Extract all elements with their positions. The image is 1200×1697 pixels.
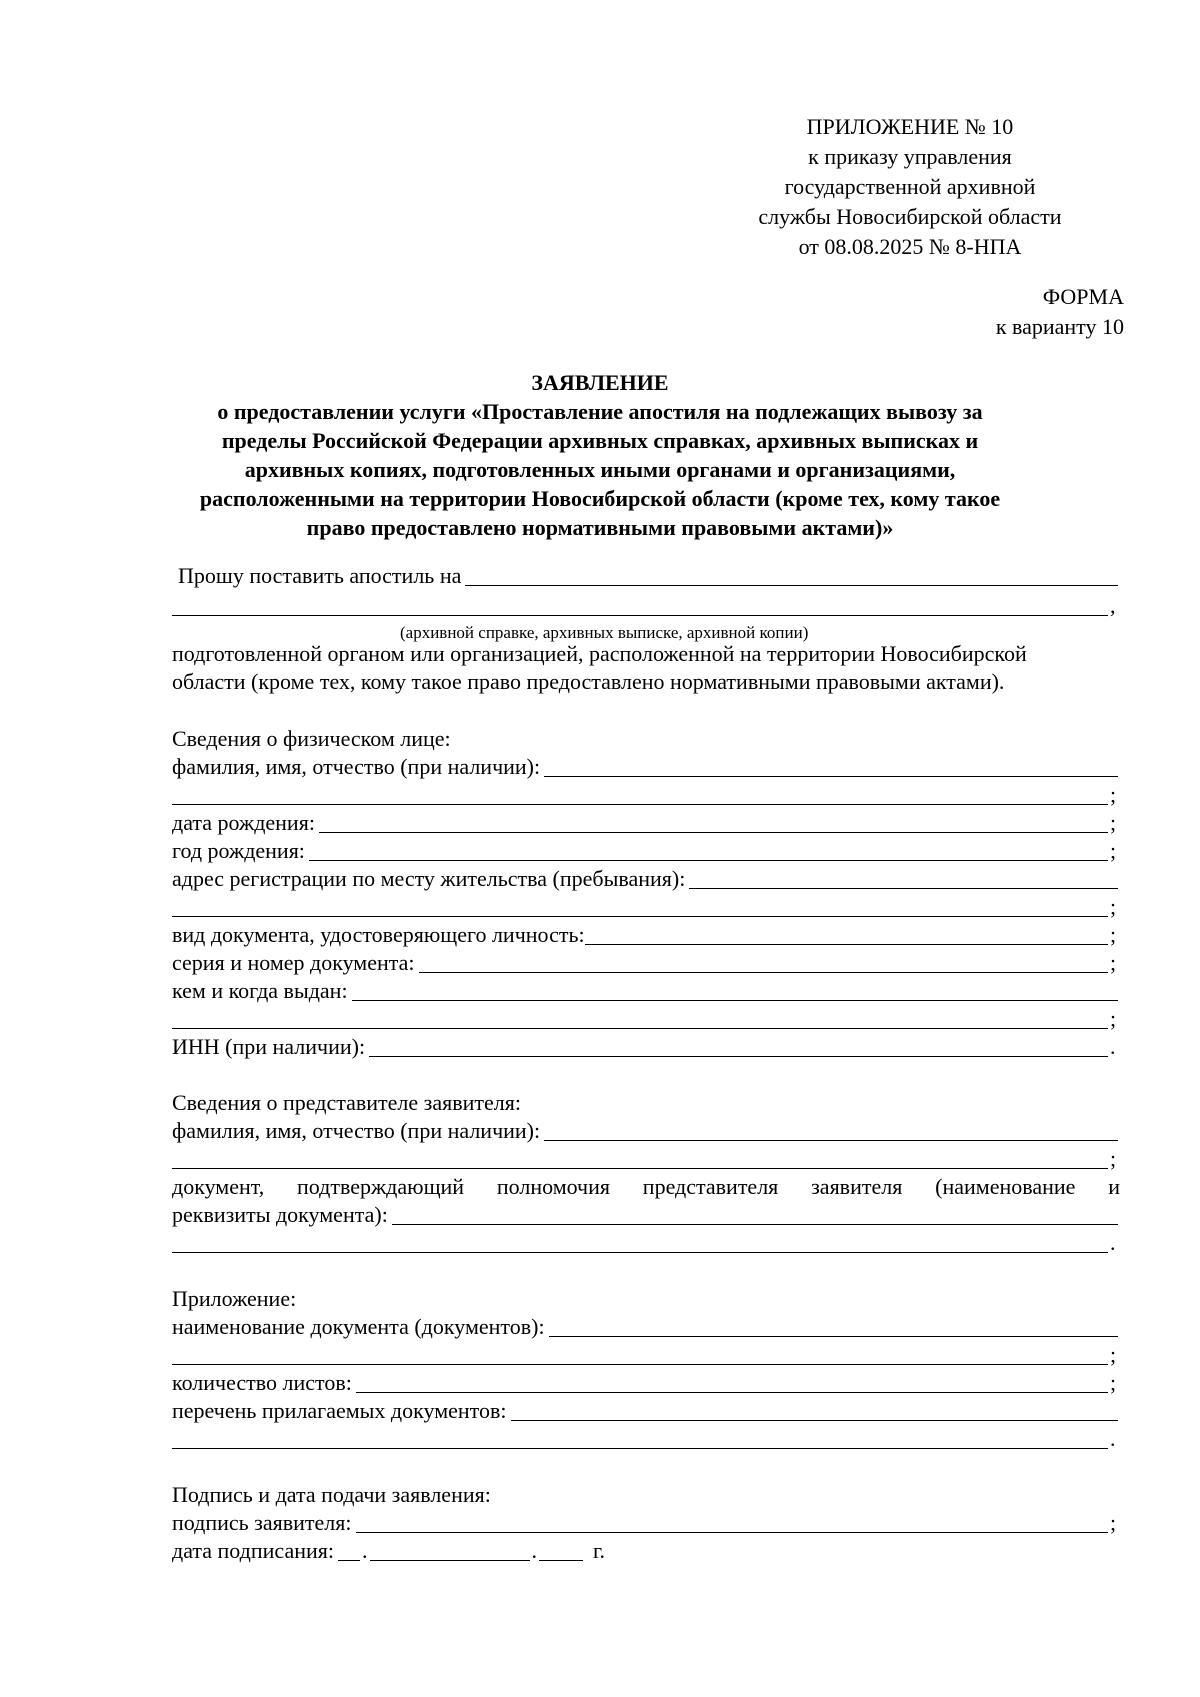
person-doc-type-row	[172, 921, 1120, 949]
person-issued-row	[172, 977, 1120, 1005]
signature-month-field[interactable]	[370, 1538, 530, 1561]
person-birth-year-row	[172, 837, 1120, 865]
comma: ,	[1110, 593, 1116, 618]
person-fio-label: фамилия, имя, отчество (при наличии):	[172, 754, 541, 779]
attachment-list-field[interactable]	[511, 1398, 1118, 1421]
semicolon: ;	[1110, 1006, 1117, 1031]
signature-heading: Подпись и дата подачи заявления:	[172, 1482, 491, 1507]
person-inn-label: ИНН (при наличии):	[172, 1034, 366, 1059]
semicolon: ;	[1110, 1370, 1117, 1395]
person-fio-field-2[interactable]	[172, 782, 1108, 805]
representative-fio-field-2[interactable]	[172, 1146, 1108, 1169]
person-doc-number-label: серия и номер документа:	[172, 950, 415, 975]
appendix-line-4: службы Новосибирской области	[758, 204, 1062, 229]
attachment-name-row-2	[172, 1341, 1120, 1369]
attachment-list-row-2	[172, 1425, 1120, 1453]
appendix-line-5: от 08.08.2025 № 8-НПА	[798, 234, 1022, 259]
representative-fio-row-2	[172, 1145, 1120, 1173]
appendix-line-3: государственной архивной	[784, 174, 1036, 199]
person-address-field[interactable]	[689, 866, 1118, 889]
attachment-heading: Приложение:	[172, 1286, 297, 1311]
appendix-block	[720, 112, 1100, 262]
request-row	[172, 562, 1120, 590]
attachment-name-field-2[interactable]	[172, 1342, 1108, 1365]
person-heading: Сведения о физическом лице:	[172, 726, 451, 751]
representative-doc-row	[172, 1201, 1120, 1229]
representative-doc-line-1: документ, подтверждающий полномочия представителя заявителя (наименование и	[172, 1174, 1120, 1199]
representative-fio-field[interactable]	[544, 1118, 1118, 1141]
semicolon: ;	[1110, 782, 1117, 807]
period: .	[1110, 1230, 1116, 1255]
request-text-2: области (кроме тех, кому такое право предоставлено нормативными правовыми актами).	[172, 669, 1005, 694]
person-birth-year-field[interactable]	[309, 838, 1108, 861]
representative-doc-field-2[interactable]	[172, 1230, 1108, 1253]
request-label: Прошу поставить апостиль на	[178, 563, 462, 588]
semicolon: ;	[1110, 1146, 1117, 1171]
representative-heading: Сведения о представителе заявителя:	[172, 1090, 521, 1115]
person-doc-type-label: вид документа, удостоверяющего личность:	[172, 922, 585, 947]
appendix-line-1: ПРИЛОЖЕНИЕ № 10	[806, 114, 1014, 139]
signature-row	[172, 1509, 1120, 1537]
semicolon: ;	[1110, 1510, 1117, 1535]
signature-year-field[interactable]	[539, 1538, 583, 1561]
attachment-list-label: перечень прилагаемых документов:	[172, 1398, 507, 1423]
period: .	[1110, 1034, 1116, 1059]
person-doc-number-row	[172, 949, 1120, 977]
signature-day-field[interactable]	[338, 1538, 360, 1561]
person-birth-date-row	[172, 809, 1120, 837]
person-doc-number-field[interactable]	[419, 950, 1108, 973]
period: .	[1110, 1426, 1116, 1451]
request-hint: (архивной справке, архивных выписке, архивной копии)	[400, 623, 809, 642]
person-address-label: адрес регистрации по месту жительства (пребывания):	[172, 866, 686, 891]
representative-doc-field[interactable]	[392, 1202, 1118, 1225]
request-document-field[interactable]	[465, 563, 1118, 586]
title-line-1: о предоставлении услуги «Проставление апостиля на подлежащих вывозу за	[217, 399, 983, 424]
person-issued-label: кем и когда выдан:	[172, 978, 348, 1003]
person-doc-type-field[interactable]	[585, 922, 1108, 945]
title-line-2: пределы Российской Федерации архивных справках, архивных выписках и	[221, 428, 979, 453]
representative-fio-row	[172, 1117, 1120, 1145]
person-issued-row-2	[172, 1005, 1120, 1033]
semicolon: ;	[1110, 810, 1117, 835]
person-issued-field[interactable]	[352, 978, 1118, 1001]
attachment-name-field[interactable]	[549, 1314, 1118, 1337]
semicolon: ;	[1110, 1342, 1117, 1367]
person-address-row	[172, 865, 1120, 893]
forma-line-1: ФОРМА	[1042, 284, 1124, 309]
person-birth-date-field[interactable]	[319, 810, 1108, 833]
person-inn-field[interactable]	[369, 1034, 1108, 1057]
attachment-list-field-2[interactable]	[172, 1426, 1108, 1449]
person-birth-year-label: год рождения:	[172, 838, 305, 863]
representative-fio-label: фамилия, имя, отчество (при наличии):	[172, 1118, 541, 1143]
signature-date-row	[172, 1537, 1120, 1565]
dot: .	[531, 1538, 537, 1563]
attachment-sheets-label: количество листов:	[172, 1370, 352, 1395]
person-issued-field-2[interactable]	[172, 1006, 1108, 1029]
forma-line-2: к варианту 10	[995, 314, 1124, 339]
request-text-1: подготовленной органом или организацией, расположенной на территории Новосибирской	[172, 641, 1027, 666]
request-row-2	[172, 592, 1120, 620]
appendix-line-2: к приказу управления	[808, 144, 1012, 169]
request-document-field-2[interactable]	[172, 593, 1108, 616]
signature-date-label: дата подписания:	[172, 1538, 334, 1563]
representative-doc-label: реквизиты документа):	[172, 1202, 388, 1227]
semicolon: ;	[1110, 838, 1117, 863]
document-title	[150, 368, 1050, 542]
person-inn-row	[172, 1033, 1120, 1061]
signature-label: подпись заявителя:	[172, 1510, 352, 1535]
person-fio-row-2	[172, 781, 1120, 809]
title-heading: ЗАЯВЛЕНИЕ	[531, 370, 669, 395]
attachment-sheets-field[interactable]	[356, 1370, 1108, 1393]
attachment-name-row	[172, 1313, 1120, 1341]
title-line-3: архивных копиях, подготовленных иными органами и организациями,	[244, 457, 956, 482]
dot: .	[362, 1538, 368, 1563]
signature-field[interactable]	[356, 1510, 1108, 1533]
person-address-field-2[interactable]	[172, 894, 1108, 917]
person-address-row-2	[172, 893, 1120, 921]
semicolon: ;	[1110, 894, 1117, 919]
person-birth-date-label: дата рождения:	[172, 810, 315, 835]
semicolon: ;	[1110, 950, 1117, 975]
year-suffix: г.	[593, 1538, 606, 1563]
attachment-name-label: наименование документа (документов):	[172, 1314, 545, 1339]
title-line-4: расположенными на территории Новосибирской области (кроме тех, кому такое	[199, 486, 1001, 511]
forma-block	[996, 282, 1124, 342]
person-fio-field[interactable]	[544, 754, 1118, 777]
attachment-sheets-row	[172, 1369, 1120, 1397]
title-line-5: право предоставлено нормативными правовыми актами)»	[306, 515, 894, 540]
representative-doc-row-2	[172, 1229, 1120, 1257]
semicolon: ;	[1110, 922, 1117, 947]
attachment-list-row	[172, 1397, 1120, 1425]
person-fio-row	[172, 753, 1120, 781]
